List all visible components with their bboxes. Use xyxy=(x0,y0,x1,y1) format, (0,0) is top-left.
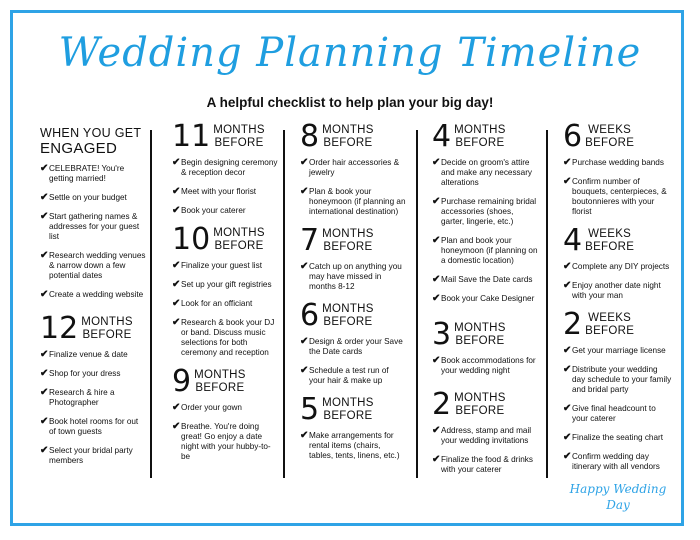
checklist-item-text: Finalize your guest list xyxy=(181,261,262,270)
checklist-item-text: Select your bridal party members xyxy=(49,446,133,465)
checklist-item xyxy=(432,275,538,285)
checklist xyxy=(432,426,538,475)
checklist-item-text: Research & hire a Photographer xyxy=(49,388,115,407)
checklist-item-text: Book hotel rooms for out of town guests xyxy=(49,417,139,436)
heading-line: BEFORE xyxy=(323,410,373,422)
checkmark-icon: ✔ xyxy=(172,421,181,432)
checkmark-icon: ✔ xyxy=(563,176,572,187)
checklist-item-text: Research & book your DJ or band. Discuss music selections for both ceremony and reception xyxy=(181,318,275,357)
heading-unit xyxy=(454,124,506,150)
section-10-months xyxy=(172,222,278,358)
happy-line: Day xyxy=(606,498,630,512)
heading-unit xyxy=(322,124,374,150)
section-2-weeks xyxy=(563,307,673,472)
checklist-item-text: Enjoy another date night with your man xyxy=(572,281,661,300)
heading-line: MONTHS xyxy=(454,322,506,334)
checklist-item xyxy=(40,212,146,242)
checkmark-icon: ✔ xyxy=(172,205,181,216)
checklist-item-text: Settle on your budget xyxy=(49,193,127,202)
checkmark-icon: ✔ xyxy=(563,280,572,291)
column-weeks-before xyxy=(563,119,673,513)
checkmark-icon: ✔ xyxy=(300,365,309,376)
heading-number: 6 xyxy=(563,119,583,154)
checkmark-icon: ✔ xyxy=(300,186,309,197)
checklist-item-text: Book your Cake Designer xyxy=(441,294,535,303)
checklist-item-text: Make arrangements for rental items (chairs, tables, tents, linens, etc.) xyxy=(309,431,400,460)
checkmark-icon: ✔ xyxy=(40,445,49,456)
checklist xyxy=(563,346,673,472)
section-5-months xyxy=(300,392,406,461)
checkmark-icon: ✔ xyxy=(40,416,49,427)
section-heading xyxy=(172,222,278,257)
checklist-item xyxy=(172,280,278,290)
checkmark-icon: ✔ xyxy=(40,387,49,398)
section-heading xyxy=(563,307,673,342)
heading-line: BEFORE xyxy=(214,137,264,149)
section-heading xyxy=(432,317,538,352)
column-divider xyxy=(283,130,285,478)
checklist-item-text: Begin designing ceremony & reception decor xyxy=(181,158,278,177)
checkmark-icon: ✔ xyxy=(432,274,441,285)
heading-number: 3 xyxy=(432,317,452,352)
checkmark-icon: ✔ xyxy=(172,279,181,290)
heading-line: BEFORE xyxy=(455,335,505,347)
checkmark-icon: ✔ xyxy=(563,261,572,272)
section-heading xyxy=(172,119,278,154)
checklist-item xyxy=(172,261,278,271)
heading-line: ENGAGED xyxy=(40,140,118,157)
heading-unit xyxy=(322,228,374,254)
section-6-weeks xyxy=(563,119,673,217)
checkmark-icon: ✔ xyxy=(432,425,441,436)
heading-line: BEFORE xyxy=(195,382,245,394)
checklist-item xyxy=(172,187,278,197)
heading-number: 9 xyxy=(172,364,192,399)
checklist-item-text: Plan and book your honeymoon (if planning on a domestic location) xyxy=(441,236,538,265)
section-heading xyxy=(300,392,406,427)
checklist-item xyxy=(563,404,673,424)
checklist xyxy=(172,158,278,216)
checklist xyxy=(172,261,278,358)
column-divider xyxy=(416,130,418,478)
checklist-item xyxy=(40,164,146,184)
checkmark-icon: ✔ xyxy=(432,293,441,304)
heading-unit xyxy=(585,228,634,254)
checklist-item-text: Order your gown xyxy=(181,403,242,412)
checkmark-icon: ✔ xyxy=(40,192,49,203)
heading-number: 5 xyxy=(300,392,320,427)
heading-unit xyxy=(213,227,265,253)
checklist-item xyxy=(432,426,538,446)
checklist-item-text: Complete any DIY projects xyxy=(572,262,670,271)
heading-unit xyxy=(454,322,506,348)
checkmark-icon: ✔ xyxy=(563,432,572,443)
heading-line: WHEN YOU GET xyxy=(40,126,142,140)
page-title: Wedding Planning Timeline xyxy=(58,30,642,76)
heading-number: 11 xyxy=(172,119,211,154)
section-heading xyxy=(300,119,406,154)
checkmark-icon: ✔ xyxy=(432,235,441,246)
checkmark-icon: ✔ xyxy=(172,157,181,168)
heading-line: WEEKS xyxy=(588,124,632,136)
column-divider xyxy=(546,130,548,478)
heading-line: BEFORE xyxy=(82,329,132,341)
checkmark-icon: ✔ xyxy=(172,186,181,197)
checklist-item-text: Decide on groom's attire and make any necessary alterations xyxy=(441,158,533,187)
checklist xyxy=(172,403,278,462)
checklist xyxy=(432,158,538,304)
checklist-item-text: Distribute your wedding day schedule to your family and bridal party xyxy=(572,365,672,394)
checklist-item-text: Finalize venue & date xyxy=(49,350,128,359)
heading-line: BEFORE xyxy=(585,241,635,253)
heading-line: BEFORE xyxy=(585,325,635,337)
checklist-item-text: Meet with your florist xyxy=(181,187,257,196)
checklist-item xyxy=(432,158,538,188)
checklist-item-text: Get your marriage license xyxy=(572,346,666,355)
checklist-item xyxy=(563,346,673,356)
section-heading xyxy=(432,387,538,422)
checklist-item xyxy=(172,158,278,178)
checklist-item xyxy=(172,299,278,309)
checklist-item xyxy=(40,251,146,281)
section-11-months xyxy=(172,119,278,216)
heading-line: BEFORE xyxy=(214,240,264,252)
checkmark-icon: ✔ xyxy=(40,289,49,300)
heading-line: MONTHS xyxy=(213,124,265,136)
section-heading xyxy=(40,126,146,156)
checkmark-icon: ✔ xyxy=(40,163,49,174)
heading-line: MONTHS xyxy=(322,228,374,240)
checklist-item xyxy=(563,281,673,301)
heading-unit xyxy=(585,312,634,338)
checkmark-icon: ✔ xyxy=(172,298,181,309)
checklist-item xyxy=(40,388,146,408)
checkmark-icon: ✔ xyxy=(172,260,181,271)
checklist-item-text: Catch up on anything you may have missed in months 8-12 xyxy=(309,262,402,291)
checklist-item xyxy=(40,290,146,300)
heading-line: MONTHS xyxy=(81,316,133,328)
heading-unit xyxy=(322,397,374,423)
checklist-item xyxy=(563,452,673,472)
checklist-item-text: Plan & book your honeymoon (if planning an international destination) xyxy=(309,187,406,216)
checkmark-icon: ✔ xyxy=(172,317,181,328)
heading-unit xyxy=(585,124,634,150)
section-heading xyxy=(300,223,406,258)
checkmark-icon: ✔ xyxy=(563,364,572,375)
section-heading xyxy=(40,311,146,346)
heading-number: 8 xyxy=(300,119,320,154)
checklist-item xyxy=(300,187,406,217)
section-2-months xyxy=(432,387,538,475)
checklist-item-text: Breathe. You're doing great! Go enjoy a date night with your hubby-to-be xyxy=(181,422,271,461)
checklist xyxy=(300,262,406,292)
checklist-item xyxy=(40,193,146,203)
section-4-weeks xyxy=(563,223,673,301)
checklist-item-text: Shop for your dress xyxy=(49,369,121,378)
heading-line: MONTHS xyxy=(454,124,506,136)
checklist xyxy=(40,164,146,300)
heading-unit xyxy=(194,369,246,395)
heading-number: 2 xyxy=(563,307,583,342)
heading-line: WEEKS xyxy=(588,228,632,240)
checklist-item-text: Book accommodations for your wedding night xyxy=(441,356,536,375)
checklist-item xyxy=(40,417,146,437)
checklist-item xyxy=(432,197,538,227)
checklist-item xyxy=(563,433,673,443)
checklist-item xyxy=(300,366,406,386)
heading-number: 7 xyxy=(300,223,320,258)
checklist xyxy=(40,350,146,466)
heading-unit xyxy=(81,316,133,342)
checklist xyxy=(563,158,673,217)
column-11-to-9-months xyxy=(172,119,278,471)
heading-unit xyxy=(213,124,265,150)
heading-line: BEFORE xyxy=(455,405,505,417)
section-heading xyxy=(300,298,406,333)
checklist-item-text: Set up your gift registries xyxy=(181,280,272,289)
heading-unit xyxy=(322,303,374,329)
checkmark-icon: ✔ xyxy=(300,336,309,347)
heading-line: MONTHS xyxy=(454,392,506,404)
checklist-item-text: Schedule a test run of your hair & make up xyxy=(309,366,389,385)
heading-number: 6 xyxy=(300,298,320,333)
checkmark-icon: ✔ xyxy=(300,157,309,168)
checklist-item xyxy=(432,356,538,376)
heading-number: 12 xyxy=(40,311,79,346)
checklist xyxy=(432,356,538,376)
section-heading xyxy=(172,364,278,399)
section-3-months xyxy=(432,317,538,376)
section-9-months xyxy=(172,364,278,462)
checkmark-icon: ✔ xyxy=(563,403,572,414)
checklist-item-text: Look for an officiant xyxy=(181,299,253,308)
heading-line: BEFORE xyxy=(323,241,373,253)
checkmark-icon: ✔ xyxy=(40,250,49,261)
checkmark-icon: ✔ xyxy=(432,157,441,168)
heading-line: MONTHS xyxy=(213,227,265,239)
checklist-item xyxy=(40,446,146,466)
column-engaged-12-months xyxy=(40,122,146,475)
checklist-item xyxy=(172,403,278,413)
section-8-months xyxy=(300,119,406,217)
checklist-item-text: Address, stamp and mail your wedding invitations xyxy=(441,426,532,445)
column-divider xyxy=(150,130,152,478)
checklist xyxy=(300,431,406,461)
heading-line: BEFORE xyxy=(323,137,373,149)
checklist-item xyxy=(172,206,278,216)
section-4-months xyxy=(432,119,538,304)
checklist-item-text: CELEBRATE! You're getting married! xyxy=(49,164,125,183)
checkmark-icon: ✔ xyxy=(432,196,441,207)
checklist-item xyxy=(300,431,406,461)
checklist-item xyxy=(40,350,146,360)
checklist xyxy=(300,158,406,217)
heading-line: BEFORE xyxy=(455,137,505,149)
heading-number: 10 xyxy=(172,222,211,257)
checkmark-icon: ✔ xyxy=(563,345,572,356)
checklist-item-text: Confirm number of bouquets, centerpieces, & boutonnieres with your florist xyxy=(572,177,667,216)
heading-line: MONTHS xyxy=(194,369,246,381)
checklist-item-text: Give final headcount to your caterer xyxy=(572,404,656,423)
checkmark-icon: ✔ xyxy=(40,211,49,222)
section-heading xyxy=(563,223,673,258)
checklist-item xyxy=(563,262,673,272)
checklist-item xyxy=(563,158,673,168)
section-heading xyxy=(563,119,673,154)
checklist-item-text: Confirm wedding day itinerary with all vendors xyxy=(572,452,660,471)
checklist-item-text: Mail Save the Date cards xyxy=(441,275,533,284)
checklist-item xyxy=(432,236,538,266)
checklist-item xyxy=(432,455,538,475)
checkmark-icon: ✔ xyxy=(300,430,309,441)
heading-number: 4 xyxy=(563,223,583,258)
checkmark-icon: ✔ xyxy=(432,454,441,465)
column-4-to-2-months xyxy=(432,119,538,484)
section-7-months xyxy=(300,223,406,292)
checkmark-icon: ✔ xyxy=(40,349,49,360)
happy-line: Happy Wedding xyxy=(569,482,667,496)
happy-wedding-day xyxy=(563,481,673,513)
checklist-item-text: Finalize the food & drinks with your caterer xyxy=(441,455,533,474)
page-subtitle: A helpful checklist to help plan your big day! xyxy=(206,95,494,110)
checklist-item-text: Start gathering names & addresses for your guest list xyxy=(49,212,140,241)
checklist-item-text: Order hair accessories & jewelry xyxy=(309,158,400,177)
checkmark-icon: ✔ xyxy=(432,355,441,366)
checklist-item xyxy=(172,422,278,462)
checklist-item xyxy=(563,365,673,395)
section-12-months xyxy=(40,311,146,466)
section-6-months xyxy=(300,298,406,386)
checkmark-icon: ✔ xyxy=(40,368,49,379)
checklist-item xyxy=(300,158,406,178)
heading-line: MONTHS xyxy=(322,397,374,409)
checklist-item-text: Create a wedding website xyxy=(49,290,144,299)
checklist-item xyxy=(563,177,673,217)
checklist-item xyxy=(300,262,406,292)
heading-number: 2 xyxy=(432,387,452,422)
checklist xyxy=(563,262,673,301)
checkmark-icon: ✔ xyxy=(563,157,572,168)
checklist-item-text: Book your caterer xyxy=(181,206,246,215)
checklist-item xyxy=(40,369,146,379)
checkmark-icon: ✔ xyxy=(172,402,181,413)
checkmark-icon: ✔ xyxy=(300,261,309,272)
checklist-item xyxy=(172,318,278,358)
heading-number: 4 xyxy=(432,119,452,154)
heading-line: MONTHS xyxy=(322,303,374,315)
checklist-item-text: Purchase remaining bridal accessories (shoes, garter, lingerie, etc.) xyxy=(441,197,537,226)
checkmark-icon: ✔ xyxy=(563,451,572,462)
section-engaged xyxy=(40,126,146,300)
heading-unit xyxy=(454,392,506,418)
checklist-item xyxy=(300,337,406,357)
checklist-item-text: Research wedding venues & narrow down a few potential dates xyxy=(49,251,146,280)
checklist-item-text: Design & order your Save the Date cards xyxy=(309,337,403,356)
checklist-item xyxy=(432,294,538,304)
checklist-item-text: Finalize the seating chart xyxy=(572,433,664,442)
checklist xyxy=(300,337,406,386)
heading-line: BEFORE xyxy=(585,137,635,149)
heading-line: WEEKS xyxy=(588,312,632,324)
heading-line: BEFORE xyxy=(323,316,373,328)
section-heading xyxy=(432,119,538,154)
heading-line: MONTHS xyxy=(322,124,374,136)
column-8-to-5-months xyxy=(300,119,406,470)
checklist-item-text: Purchase wedding bands xyxy=(572,158,664,167)
